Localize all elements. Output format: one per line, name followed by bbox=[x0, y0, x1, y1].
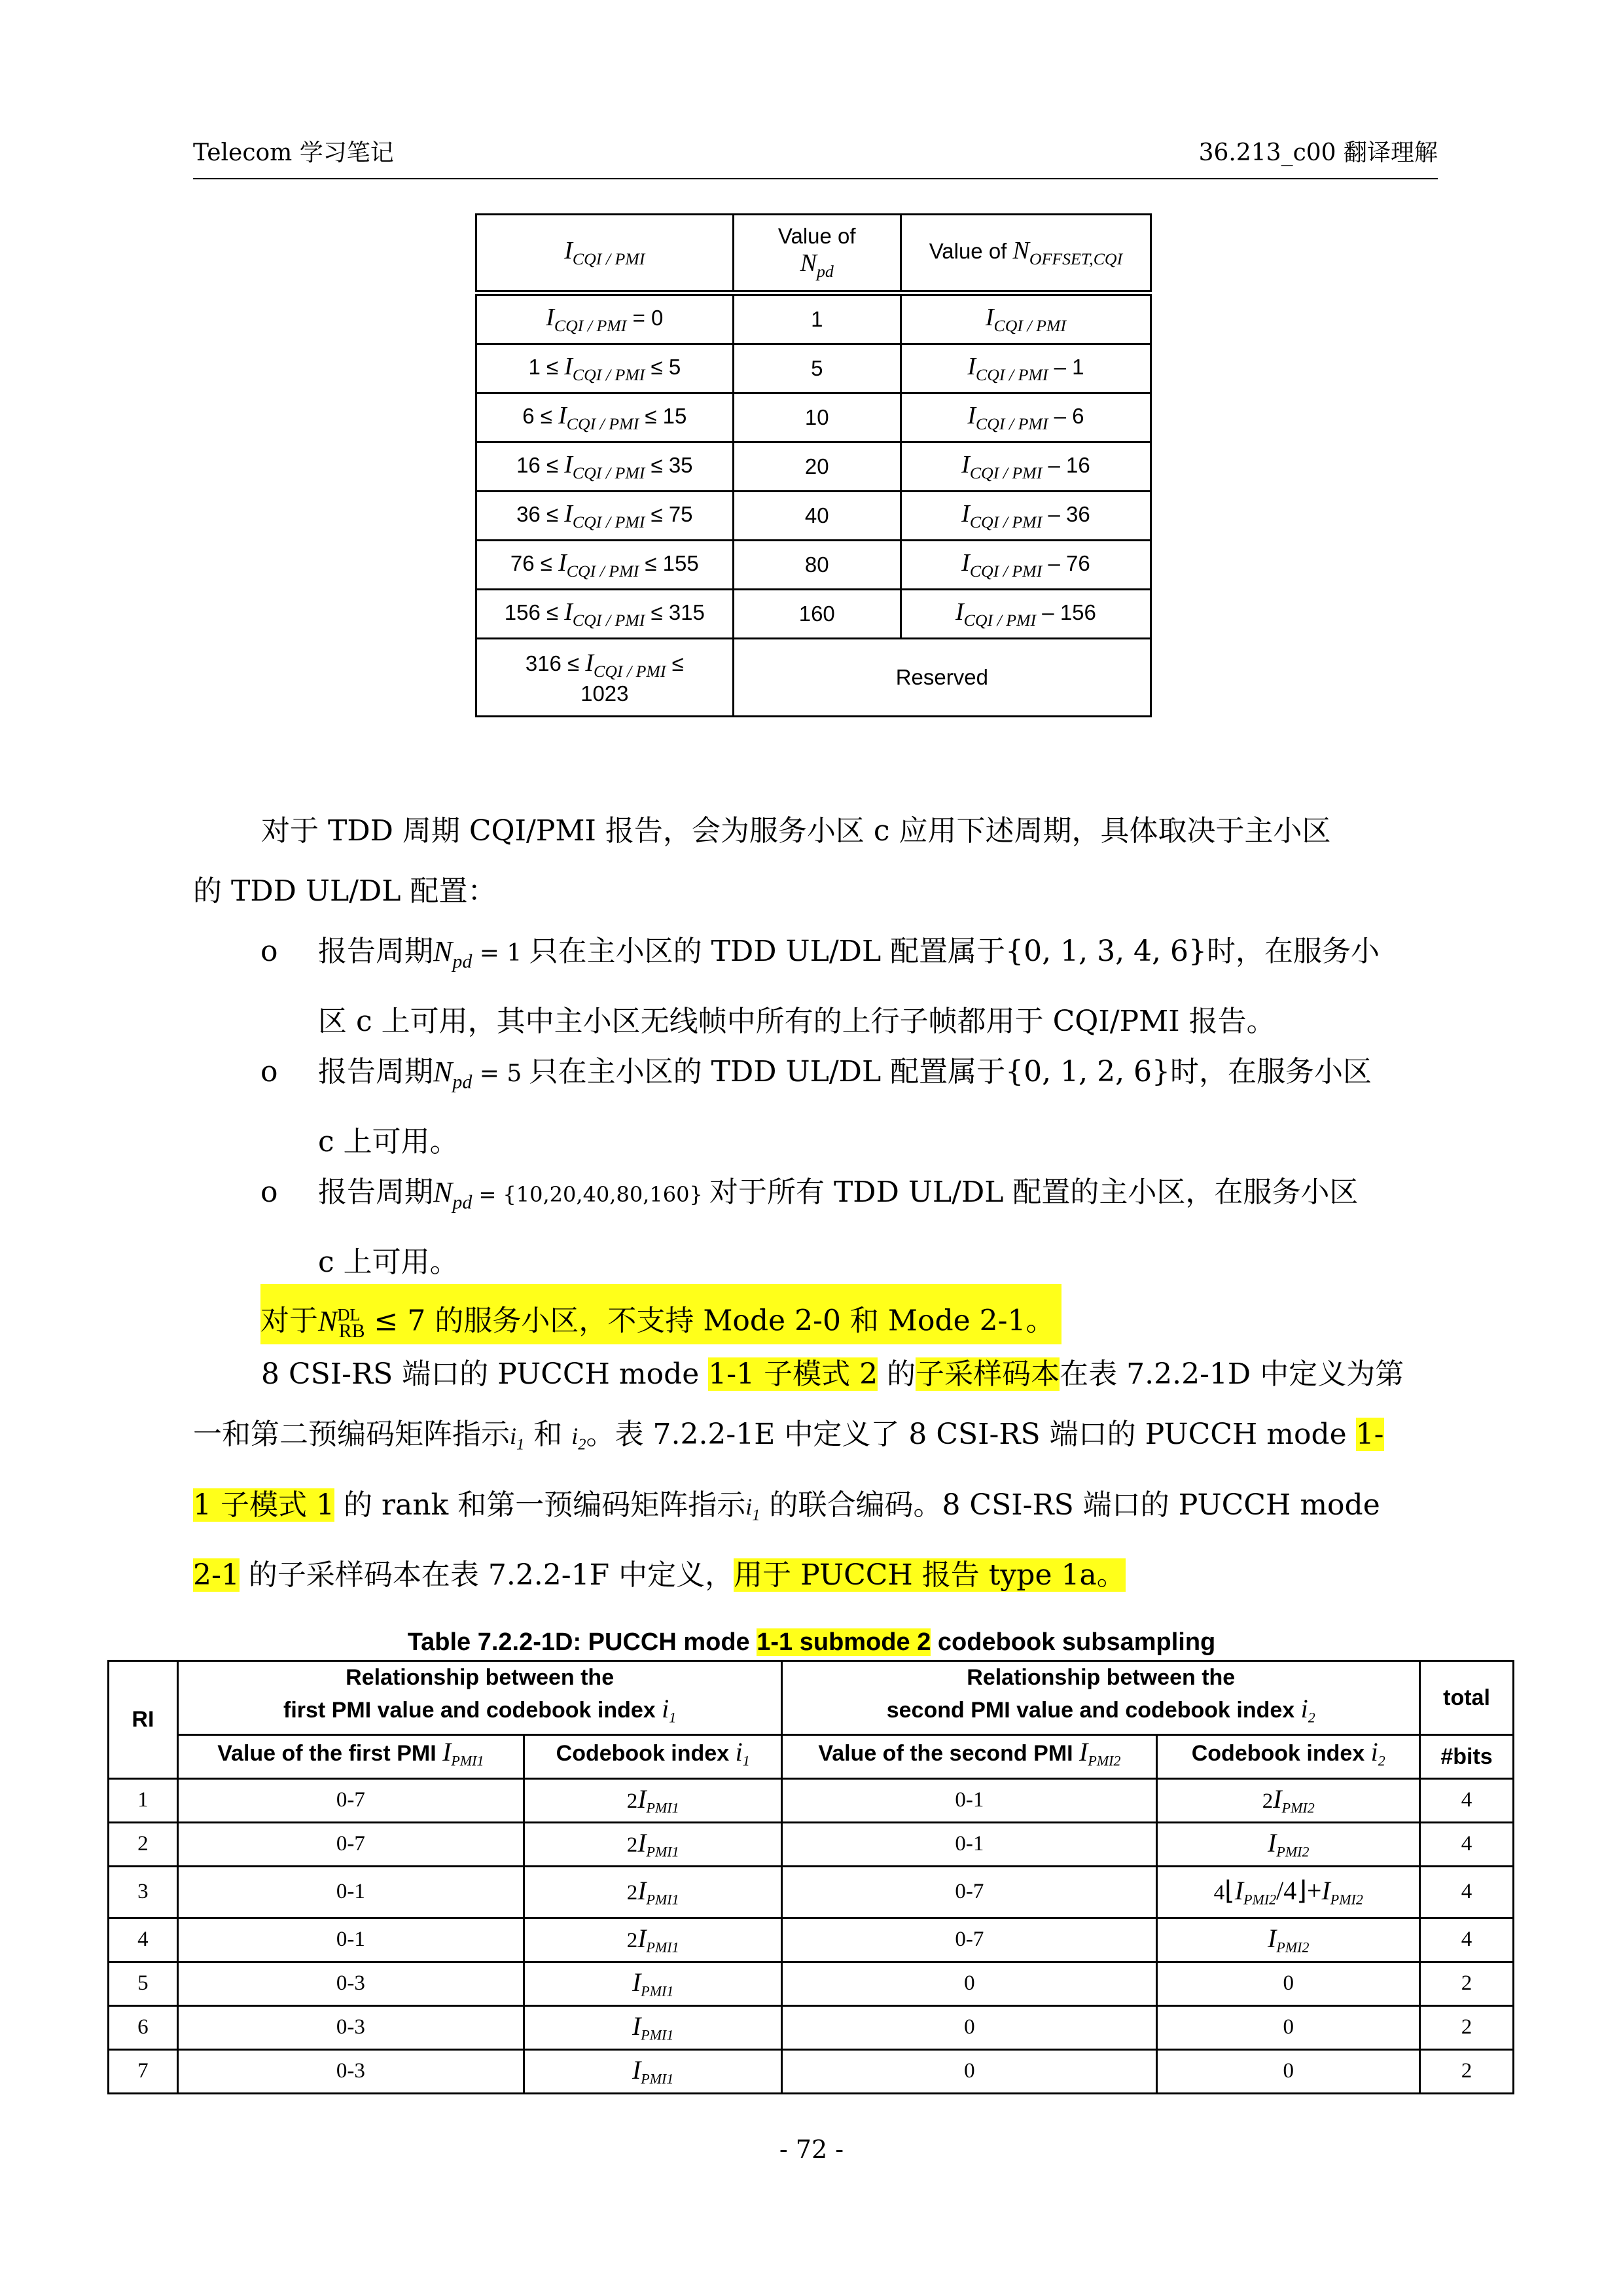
header-right: 36.213_c00 翻译理解 bbox=[1198, 139, 1438, 166]
header-noffset-label: Value of bbox=[929, 238, 1007, 263]
table-header-row bbox=[476, 215, 1151, 291]
reserved-cell: Reserved bbox=[733, 639, 1150, 717]
table-row: 2 0-7 $2I_{PMI1}$ 0-1 $I_{PMI2}$ 4 bbox=[109, 1822, 1514, 1866]
table-caption: Table 7.2.2-1D: PUCCH mode 1-1 submode 2 codebook subsampling bbox=[407, 1628, 1216, 1656]
header-ri: RI bbox=[109, 1661, 178, 1779]
npd-value: 20 bbox=[733, 442, 901, 492]
header-left: Telecom 学习笔记 bbox=[193, 139, 394, 166]
bullet-item: o 报告周期$N_{pd} = 5$ 只在主小区的 TDD UL/DL 配置属于{0, 1, 2, 6}时，在服务小区 c 上可用。 bbox=[260, 1042, 1436, 1172]
paragraph-codebook: 8 CSI-RS 端口的 PUCCH mode 1-1 子模式 2 的子采样码本在表 7.2.2-1D 中定义为第 一和第二预编码矩阵指示$i_1$ 和 $i_2$。表 7.2.2-1E 中定义了 8 CSI-RS 端口的 PUCCH mode 1- 1 子模式 1 的 rank 和第一预编码矩阵指示$i_1$ 的联合编码。8 CSI-RS 端口的 PUCCH mode 2-1 的子采样码本在表 7.2.2-1F 中定义，用于 PUCCH 报告 type 1a。 bbox=[193, 1357, 1404, 1592]
table-row: 3 0-1 $2I_{PMI1}$ 0-7 $4⌊I_{PMI2}/4⌋+I_{PMI2}$ 4 bbox=[109, 1866, 1514, 1918]
npd-value: 5 bbox=[733, 344, 901, 393]
header-total: total bbox=[1420, 1661, 1514, 1735]
bullet-item: o 报告周期$N_{pd} = 1$ 只在主小区的 TDD UL/DL 配置属于{0, 1, 3, 4, 6}时，在服务小 区 c 上可用，其中主小区无线帧中所有的上行子帧都用于 CQI/PMI 报告。 bbox=[260, 922, 1436, 1052]
npd-value: 1 bbox=[733, 295, 901, 344]
header-noffset: Value of $N_{OFFSET,CQI}$ bbox=[901, 215, 1150, 291]
table-row: 4 0-1 $2I_{PMI1}$ 0-7 $I_{PMI2}$ 4 bbox=[109, 1918, 1514, 1962]
table-row: $6 \le I_{CQI / PMI} \le 15$ 10 $I_{CQI / PMI} - 6$ bbox=[476, 393, 1151, 442]
bullet-marker: o bbox=[260, 935, 278, 968]
table-row: 5 0-3 $I_{PMI1}$ 0 0 2 bbox=[109, 1962, 1514, 2005]
table-row: $I_{CQI / PMI} = 0$ 1 $I_{CQI / PMI}$ bbox=[476, 295, 1151, 344]
npd-value: 10 bbox=[733, 393, 901, 442]
table-row: 6 0-3 $I_{PMI1}$ 0 0 2 bbox=[109, 2005, 1514, 2049]
header-npd-label: Value of bbox=[777, 223, 856, 248]
header-rel2: Relationship between the second PMI value and codebook index $i_2$ bbox=[782, 1661, 1420, 1735]
header-npd: Value of $N_{pd}$ bbox=[733, 215, 901, 291]
paragraph-tdd bbox=[193, 801, 1436, 861]
table-row: $76 \le I_{CQI / PMI} \le 155$ 80 $I_{CQI / PMI} - 76$ bbox=[476, 541, 1151, 590]
bullet-marker: o bbox=[260, 1175, 278, 1209]
bullet-item: o 报告周期$N_{pd} = \{10,20,40,80,160\}$ 对于所有 TDD UL/DL 配置的主小区，在服务小区 c 上可用。 bbox=[260, 1162, 1436, 1293]
paragraph-line: 对于 TDD 周期 CQI/PMI 报告，会为服务小区 c 应用下述周期，具体取决于主小区 bbox=[261, 814, 1331, 848]
paragraph-line: 的 TDD UL/DL 配置： bbox=[193, 874, 497, 908]
table-row: $316 \le I_{CQI / PMI}$ ≤ 1023 Reserved bbox=[476, 639, 1151, 717]
table-row: 7 0-3 $I_{PMI1}$ 0 0 2 bbox=[109, 2049, 1514, 2093]
npd-value: 80 bbox=[733, 541, 901, 590]
table-header-row bbox=[109, 1661, 1514, 1735]
header-rule bbox=[193, 178, 1438, 179]
codebook-subsampling-table bbox=[107, 1660, 1514, 2094]
table-row: $16 \le I_{CQI / PMI} \le 35$ 20 $I_{CQI / PMI} - 16$ bbox=[476, 442, 1151, 492]
table-subheader-row: Value of the first PMI $I_{PMI1}$ Codebook index $i_1$ Value of the second PMI $I_{PMI2}$ Codebook index $i_2$ #bits bbox=[109, 1734, 1514, 1778]
bullet-marker: o bbox=[260, 1055, 278, 1088]
header-icqi: $I_{CQI / PMI}$ bbox=[476, 215, 734, 291]
page-number: - 72 - bbox=[779, 2135, 844, 2164]
npd-value: 40 bbox=[733, 492, 901, 541]
cqi-pmi-table bbox=[475, 213, 1152, 717]
header-rel1: Relationship between the first PMI value and codebook index $i_1$ bbox=[177, 1661, 782, 1735]
table-row: $36 \le I_{CQI / PMI} \le 75$ 40 $I_{CQI / PMI} - 36$ bbox=[476, 492, 1151, 541]
highlighted-note: 对于$N^{DL}_{RB} \le 7$ 的服务小区，不支持 Mode 2-0 和 Mode 2-1。 bbox=[260, 1284, 1061, 1344]
table-row: $156 \le I_{CQI / PMI} \le 315$ 160 $I_{CQI / PMI} - 156$ bbox=[476, 590, 1151, 639]
table-row: 1 0-7 $2I_{PMI1}$ 0-1 $2I_{PMI2}$ 4 bbox=[109, 1778, 1514, 1822]
table-row: $1 \le I_{CQI / PMI} \le 5$ 5 $I_{CQI / PMI} - 1$ bbox=[476, 344, 1151, 393]
npd-value: 160 bbox=[733, 590, 901, 639]
